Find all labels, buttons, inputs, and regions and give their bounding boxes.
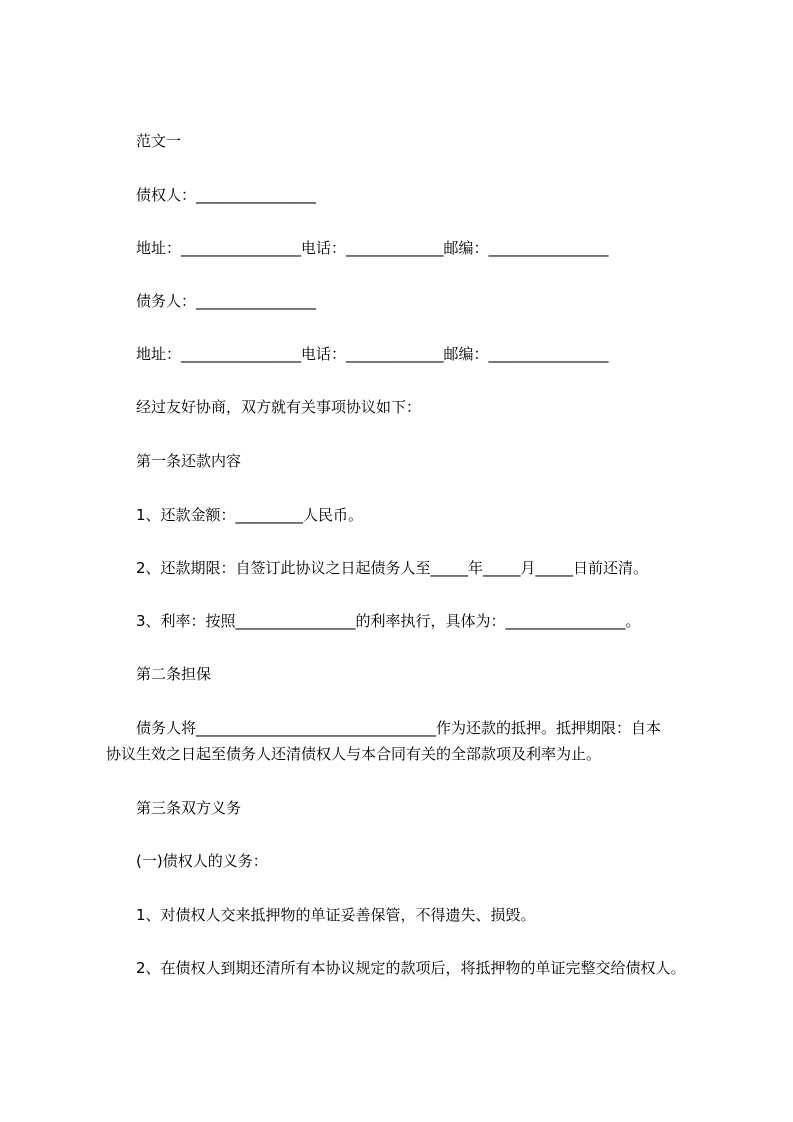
document-title: 范文一	[136, 132, 182, 150]
intro-paragraph: 经过友好协商，双方就有关事项协议如下：	[136, 398, 422, 416]
article3-heading: 第三条双方义务	[136, 799, 242, 817]
article2-paragraph-line1: 债务人将________________________________作为还款的抵押。抵押期限：自本	[136, 719, 662, 737]
article2-heading: 第二条担保	[136, 665, 212, 683]
article2-paragraph-line2: 协议生效之日起至债务人还清债权人与本合同有关的全部款项及利率为止。	[106, 745, 602, 763]
article1-item3: 3、利率：按照________________的利率执行，具体为：________________。	[136, 612, 641, 630]
article1-item1: 1、还款金额：_________人民币。	[136, 506, 364, 524]
debtor-name-line: 债务人：________________	[136, 292, 317, 310]
article3-item1: 1、对债权人交来抵押物的单证妥善保管，不得遗失、损毁。	[136, 906, 536, 924]
debtor-contact-line: 地址：________________电话：_____________邮编：________________	[136, 345, 609, 363]
creditor-contact-line: 地址：________________电话：_____________邮编：________________	[136, 239, 609, 257]
article3-item2: 2、在债权人到期还清所有本协议规定的款项后，将抵押物的单证完整交给债权人。	[136, 959, 686, 977]
article1-heading: 第一条还款内容	[136, 452, 242, 470]
article3-subheading: (一)债权人的义务：	[136, 852, 268, 870]
article1-item2: 2、还款期限：自签订此协议之日起债务人至_____年_____月_____日前还清。	[136, 559, 649, 577]
creditor-name-line: 债权人：________________	[136, 186, 317, 204]
